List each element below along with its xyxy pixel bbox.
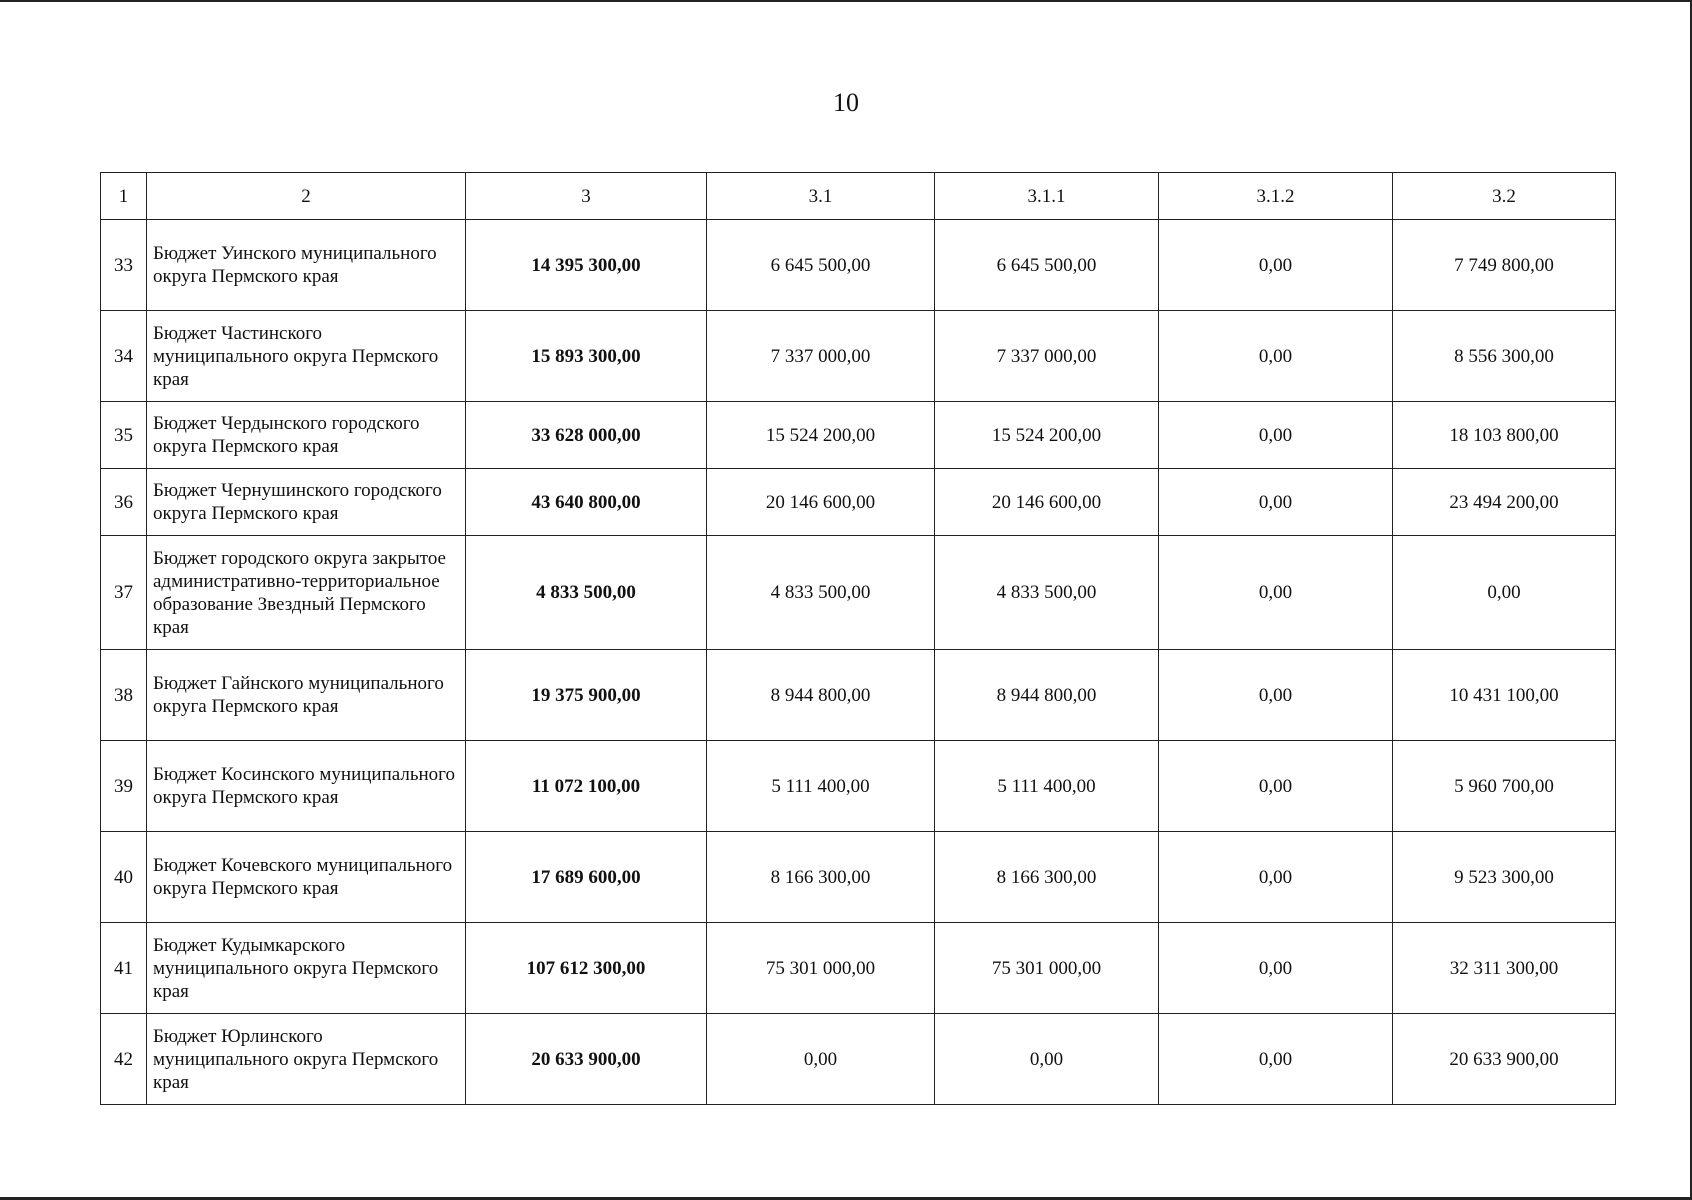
budget-name: Бюджет Уинского муниципального округа Пермского края [147, 220, 466, 311]
value-3-1-1: 6 645 500,00 [935, 220, 1159, 311]
scan-edge-top [0, 0, 1692, 2]
total-value: 11 072 100,00 [466, 741, 707, 832]
total-value: 33 628 000,00 [466, 402, 707, 469]
page-number: 10 [833, 88, 859, 117]
value-3-1-2: 0,00 [1159, 536, 1393, 650]
budget-name: Бюджет городского округа закрытое административно-территориальное образование Звездный Пермского края [147, 536, 466, 650]
table-row [101, 536, 1616, 650]
value-3-1: 0,00 [707, 1014, 935, 1105]
value-3-1-1: 8 166 300,00 [935, 832, 1159, 923]
value-3-2: 5 960 700,00 [1393, 741, 1616, 832]
value-3-1-2: 0,00 [1159, 311, 1393, 402]
value-3-1-1: 4 833 500,00 [935, 536, 1159, 650]
total-value: 107 612 300,00 [466, 923, 707, 1014]
total-value: 19 375 900,00 [466, 650, 707, 741]
value-3-1: 4 833 500,00 [707, 536, 935, 650]
value-3-2: 8 556 300,00 [1393, 311, 1616, 402]
value-3-1-1: 20 146 600,00 [935, 469, 1159, 536]
value-3-2: 9 523 300,00 [1393, 832, 1616, 923]
value-3-1-2: 0,00 [1159, 402, 1393, 469]
row-number: 33 [101, 220, 147, 311]
header-col-1: 1 [101, 173, 147, 220]
row-number: 35 [101, 402, 147, 469]
value-3-1: 20 146 600,00 [707, 469, 935, 536]
total-value: 20 633 900,00 [466, 1014, 707, 1105]
row-number: 39 [101, 741, 147, 832]
value-3-1-1: 8 944 800,00 [935, 650, 1159, 741]
header-col-3: 3 [466, 173, 707, 220]
value-3-1-2: 0,00 [1159, 650, 1393, 741]
table-row [101, 402, 1616, 469]
value-3-1: 8 166 300,00 [707, 832, 935, 923]
header-col-3-1: 3.1 [707, 173, 935, 220]
table-header-row [101, 173, 1616, 220]
header-col-3-2: 3.2 [1393, 173, 1616, 220]
total-value: 43 640 800,00 [466, 469, 707, 536]
table-row [101, 741, 1616, 832]
value-3-1: 7 337 000,00 [707, 311, 935, 402]
row-number: 37 [101, 536, 147, 650]
budget-name: Бюджет Кочевского муниципального округа Пермского края [147, 832, 466, 923]
value-3-1: 15 524 200,00 [707, 402, 935, 469]
value-3-2: 23 494 200,00 [1393, 469, 1616, 536]
row-number: 41 [101, 923, 147, 1014]
value-3-1-2: 0,00 [1159, 220, 1393, 311]
row-number: 34 [101, 311, 147, 402]
header-col-2: 2 [147, 173, 466, 220]
budget-name: Бюджет Чердынского городского округа Пермского края [147, 402, 466, 469]
budget-name: Бюджет Косинского муниципального округа Пермского края [147, 741, 466, 832]
row-number: 38 [101, 650, 147, 741]
row-number: 36 [101, 469, 147, 536]
table-body [101, 220, 1616, 1105]
value-3-1: 5 111 400,00 [707, 741, 935, 832]
table-row [101, 923, 1616, 1014]
budget-name: Бюджет Юрлинского муниципального округа Пермского края [147, 1014, 466, 1105]
value-3-1: 75 301 000,00 [707, 923, 935, 1014]
total-value: 15 893 300,00 [466, 311, 707, 402]
value-3-2: 7 749 800,00 [1393, 220, 1616, 311]
table-row [101, 650, 1616, 741]
table-row [101, 832, 1616, 923]
value-3-1: 8 944 800,00 [707, 650, 935, 741]
table-row [101, 311, 1616, 402]
value-3-2: 32 311 300,00 [1393, 923, 1616, 1014]
value-3-1-2: 0,00 [1159, 741, 1393, 832]
value-3-2: 0,00 [1393, 536, 1616, 650]
row-number: 42 [101, 1014, 147, 1105]
value-3-1-1: 15 524 200,00 [935, 402, 1159, 469]
value-3-1: 6 645 500,00 [707, 220, 935, 311]
value-3-2: 18 103 800,00 [1393, 402, 1616, 469]
table-row [101, 220, 1616, 311]
budget-name: Бюджет Гайнского муниципального округа Пермского края [147, 650, 466, 741]
value-3-1-2: 0,00 [1159, 1014, 1393, 1105]
table-row [101, 469, 1616, 536]
value-3-1-2: 0,00 [1159, 469, 1393, 536]
value-3-1-1: 0,00 [935, 1014, 1159, 1105]
header-col-3-1-1: 3.1.1 [935, 173, 1159, 220]
budget-name: Бюджет Частинского муниципального округа Пермского края [147, 311, 466, 402]
budget-table [100, 172, 1616, 1105]
value-3-1-1: 75 301 000,00 [935, 923, 1159, 1014]
value-3-1-1: 7 337 000,00 [935, 311, 1159, 402]
table-row [101, 1014, 1616, 1105]
budget-name: Бюджет Кудымкарского муниципального округа Пермского края [147, 923, 466, 1014]
header-col-3-1-2: 3.1.2 [1159, 173, 1393, 220]
value-3-1-2: 0,00 [1159, 923, 1393, 1014]
total-value: 17 689 600,00 [466, 832, 707, 923]
value-3-1-1: 5 111 400,00 [935, 741, 1159, 832]
row-number: 40 [101, 832, 147, 923]
total-value: 14 395 300,00 [466, 220, 707, 311]
budget-name: Бюджет Чернушинского городского округа Пермского края [147, 469, 466, 536]
value-3-2: 10 431 100,00 [1393, 650, 1616, 741]
total-value: 4 833 500,00 [466, 536, 707, 650]
value-3-2: 20 633 900,00 [1393, 1014, 1616, 1105]
value-3-1-2: 0,00 [1159, 832, 1393, 923]
